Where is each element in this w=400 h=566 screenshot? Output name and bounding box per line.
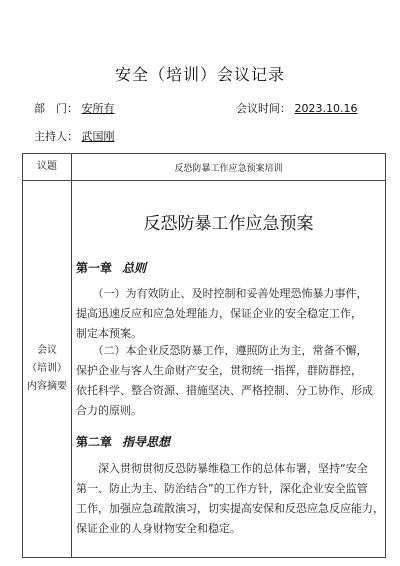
paragraph-line: 深入贯彻贯彻反恐防暴维稳工作的总体布署，坚持“安全 bbox=[76, 462, 368, 475]
topic-value: 反恐防暴工作应急预案培训 bbox=[72, 154, 386, 181]
paragraph-line: 制定本预案。 bbox=[76, 327, 142, 340]
chapter-two-heading bbox=[76, 433, 170, 450]
department-field bbox=[34, 100, 115, 116]
plan-title: 反恐防暴工作应急预案 bbox=[143, 214, 314, 234]
paragraph-line: 保证企业的人身财物安全和稳定。 bbox=[76, 522, 241, 535]
host-field bbox=[34, 128, 115, 144]
chapter-one-title: 总则 bbox=[122, 261, 147, 275]
summary-label-line: 内容摘要 bbox=[27, 381, 67, 392]
paragraph-line: （二）本企业反恐防暴工作，遵照防止为主，常备不懈， bbox=[76, 344, 368, 357]
record-table bbox=[22, 153, 386, 558]
meeting-time-label: 会议时间： bbox=[236, 102, 291, 115]
summary-label-line: （培训） bbox=[27, 363, 67, 374]
paragraph-three bbox=[76, 459, 386, 539]
host-value: 武国刚 bbox=[81, 130, 115, 143]
topic-row bbox=[23, 154, 386, 181]
chapter-one-number: 第一章 bbox=[76, 261, 113, 275]
paragraph-line: 提高迅速反应和应急处理能力，保证企业的安全稳定工作， bbox=[76, 307, 362, 320]
department-label: 部 门： bbox=[34, 102, 78, 115]
paragraph-line: 工作，加强应急疏散演习，切实提高安保和反恐应急反应能力， bbox=[76, 502, 384, 515]
paragraph-one bbox=[76, 284, 386, 344]
paragraph-line: 依托科学、整合资源、措施坚决、严格控制、分工协作、形成 bbox=[76, 384, 373, 397]
paragraph-two bbox=[76, 341, 386, 421]
topic-label: 议题 bbox=[23, 154, 72, 181]
department-value: 安所有 bbox=[81, 102, 115, 115]
meeting-time-field bbox=[236, 100, 357, 116]
paragraph-line: 合力的原则。 bbox=[76, 404, 142, 417]
chapter-two-number: 第二章 bbox=[76, 435, 113, 449]
summary-label-line: 会议 bbox=[37, 345, 57, 356]
summary-content bbox=[72, 181, 386, 558]
paragraph-line: 第一、防止为主、防治结合”的工作方针，深化企业安全监管 bbox=[76, 482, 368, 495]
host-label: 主持人： bbox=[34, 130, 78, 143]
paragraph-line: （一）为有效防止、及时控制和妥善处理恐怖暴力事件， bbox=[76, 287, 368, 300]
meeting-time-value: 2023.10.16 bbox=[294, 102, 358, 115]
summary-label bbox=[23, 181, 72, 558]
page-title: 安全（培训）会议记录 bbox=[114, 65, 285, 84]
chapter-two-title: 指导思想 bbox=[122, 435, 171, 449]
paragraph-line: 保护企业与客人生命财产安全，贯彻统一指挥，群防群控， bbox=[76, 364, 362, 377]
chapter-one-heading bbox=[76, 259, 146, 276]
summary-row bbox=[23, 181, 386, 558]
